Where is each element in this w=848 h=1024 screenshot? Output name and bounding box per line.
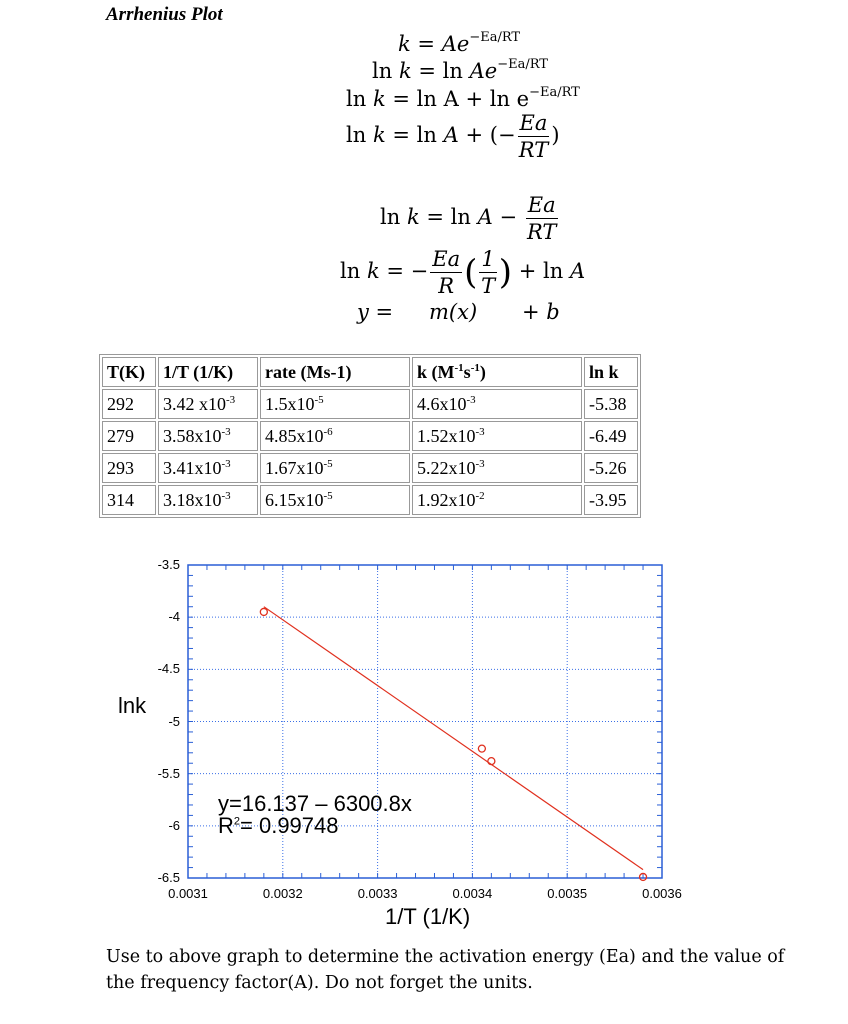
cell-rate: $1.67x10^{-5}$ xyxy=(260,453,410,483)
equation-3: $\ln k = \ln A + \ln e^{-Ea/RT}$ xyxy=(346,85,580,111)
x-axis-title: 1/T (1/K) xyxy=(385,904,471,929)
equation-1: $k = Ae^{-Ea/RT}$ xyxy=(398,30,521,56)
y-tick-label: -3.5 xyxy=(157,557,180,572)
cell-k: $5.22x10^{-3}$ xyxy=(412,453,582,483)
question-text: Use to above graph to determine the activation energy (Ea) and the value of the frequency factor(A). Do not forget the units. xyxy=(106,947,785,993)
cell-k: $1.92x10^{-2}$ xyxy=(412,485,582,515)
equation-mx: m(x) xyxy=(429,300,478,324)
equation-4: ln k = ln A + (− $\frac{Ea}{RT}$ ) xyxy=(346,111,560,162)
cell-lnk: -5.26 xyxy=(584,453,638,483)
x-tick-label: 0.0035 xyxy=(547,886,588,901)
cell-rate: $1.5x10^{-5}$ xyxy=(260,389,410,419)
page-title: Arrhenius Plot xyxy=(106,4,223,25)
y-tick-label: -6.5 xyxy=(157,870,180,885)
equation-5: ln k = ln A − $\frac{Ea}{RT}$ xyxy=(380,193,557,244)
cell-lnk: -3.95 xyxy=(584,485,638,515)
header-temp: T(K) xyxy=(102,357,156,387)
cell-inv-t: $3.41x10^{-3}$ xyxy=(158,453,258,483)
y-tick-label: -4.5 xyxy=(157,661,180,677)
fit-equation: y=16.137 – 6300.8x xyxy=(218,791,412,816)
y-axis-title: lnk xyxy=(118,693,147,718)
x-tick-label: 0.0034 xyxy=(452,886,493,901)
equation-y: y = xyxy=(357,300,394,324)
cell-rate: $4.85x10^{-6}$ xyxy=(260,421,410,451)
equation-2: $\ln k = \ln Ae^{-Ea/RT}$ xyxy=(372,57,548,83)
cell-inv-t: 3.42 $x10^{-3}$ xyxy=(158,389,258,419)
y-tick-label: -6 xyxy=(168,817,180,833)
cell-temp: 292 xyxy=(102,389,156,419)
x-tick-label: 0.0032 xyxy=(262,886,303,901)
header-lnk: ln k xyxy=(584,357,638,387)
cell-inv-t: $3.58x10^{-3}$ xyxy=(158,421,258,451)
cell-inv-t: $3.18x10^{-3}$ xyxy=(158,485,258,515)
cell-k: $4.6x10^{-3}$ xyxy=(412,389,582,419)
header-rate: rate (Ms-1) xyxy=(260,357,410,387)
equation-b: + b xyxy=(522,300,560,324)
cell-temp: 293 xyxy=(102,453,156,483)
data-point xyxy=(260,608,267,615)
x-tick-label: 0.0036 xyxy=(642,886,682,901)
cell-rate: $6.15x10^{-5}$ xyxy=(260,485,410,515)
cell-k: $1.52x10^{-3}$ xyxy=(412,421,582,451)
header-k: k $(M^{-1}s^{-1})$ xyxy=(412,357,582,387)
data-point xyxy=(478,745,485,752)
cell-temp: 279 xyxy=(102,421,156,451)
cell-lnk: -5.38 xyxy=(584,389,638,419)
equation-6: ln k = − $\frac{Ea}{R}$ ( $\frac{1}{T}$ ) + ln A xyxy=(340,247,586,298)
y-tick-label: -5.5 xyxy=(157,765,180,781)
cell-lnk: -6.49 xyxy=(584,421,638,451)
x-tick-label: 0.0031 xyxy=(168,886,208,901)
data-point xyxy=(488,758,495,765)
y-tick-label: -5 xyxy=(168,713,180,729)
x-tick-label: 0.0033 xyxy=(357,886,398,901)
y-tick-label: -4 xyxy=(168,609,180,625)
header-inv-t: 1/T (1/K) xyxy=(158,357,258,387)
r-squared: $R^2= 0.99748$ xyxy=(218,813,339,838)
cell-temp: 314 xyxy=(102,485,156,515)
